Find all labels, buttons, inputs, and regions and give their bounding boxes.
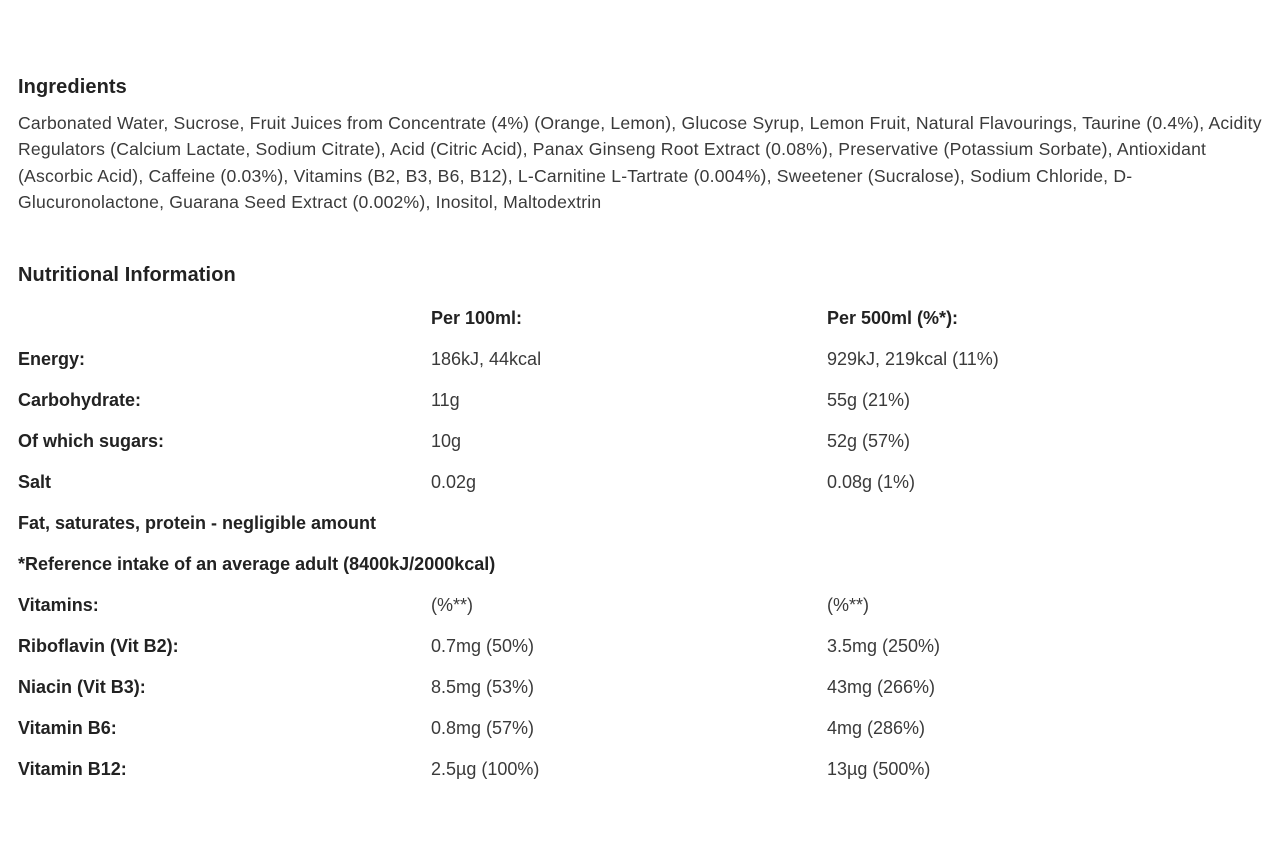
- per-500ml-value: 0.08g (1%): [827, 472, 916, 492]
- per-100ml-value: 0.8mg (57%): [431, 718, 535, 738]
- vitamins-per-100ml-unit: (%**): [431, 595, 474, 615]
- nutrition-row-salt: [18, 462, 1218, 503]
- per-500ml-value: 13µg (500%): [827, 759, 931, 779]
- per-500ml-value: 55g (21%): [827, 390, 911, 410]
- per-500ml-value: 929kJ, 219kcal (11%): [827, 349, 999, 369]
- per-100ml-value: 11g: [431, 390, 460, 410]
- per-100ml-value: 186kJ, 44kcal: [431, 349, 542, 369]
- vitamins-label: Vitamins:: [18, 595, 99, 615]
- header-label-cell: [18, 298, 431, 339]
- vitamin-row-b2: [18, 626, 1218, 667]
- vitamin-row-b3: [18, 667, 1218, 708]
- per-100ml-value: 0.02g: [431, 472, 477, 492]
- per-500ml-value: 43mg (266%): [827, 677, 936, 697]
- vitamins-header-row: [18, 585, 1218, 626]
- negligible-note: Fat, saturates, protein - negligible amount: [18, 513, 377, 533]
- nutrient-label: Energy:: [18, 349, 86, 369]
- vitamin-row-b6: [18, 708, 1218, 749]
- negligible-note-row: [18, 503, 1218, 544]
- per-100ml-value: 10g: [431, 431, 462, 451]
- nutrient-label: Carbohydrate:: [18, 390, 142, 410]
- nutrition-heading: Nutritional Information: [18, 264, 236, 286]
- nutrition-row-carbohydrate: [18, 380, 1218, 421]
- nutrition-header-row: [18, 298, 1218, 339]
- vitamin-row-b12: [18, 749, 1218, 790]
- per-500ml-header: Per 500ml (%*):: [827, 308, 959, 328]
- nutrient-label: Of which sugars:: [18, 431, 165, 451]
- reference-intake-note: *Reference intake of an average adult (8400kJ/2000kcal): [18, 554, 496, 574]
- vitamins-per-500ml-unit: (%**): [827, 595, 870, 615]
- vitamin-label: Niacin (Vit B3):: [18, 677, 146, 697]
- per-500ml-value: 3.5mg (250%): [827, 636, 941, 656]
- per-100ml-header: Per 100ml:: [431, 308, 523, 328]
- nutrition-row-sugars: [18, 421, 1218, 462]
- ingredients-list: Carbonated Water, Sucrose, Fruit Juices from Concentrate (4%) (Orange, Lemon), Glucose Syrup, Lemon Fruit, Natural Flavourings, Taurine (0.4%), Acidity Regulators (Calcium Lactate, Sodium Citrate), Acid (Citric Acid), Panax Ginseng Root Extract (0.08%), Preservative (Potassium Sorbate), Antioxidant (Ascorbic Acid), Caffeine (0.03%), Vitamins (B2, B3, B6, B12), L-Carnitine L-Tartrate (0.004%), Sweetener (Sucralose), Sodium Chloride, D-Glucuronolactone, Guarana Seed Extract (0.002%), Inositol, Maltodextrin: [18, 113, 1262, 212]
- nutrient-label: Salt: [18, 472, 52, 492]
- per-500ml-value: 52g (57%): [827, 431, 911, 451]
- nutrition-table: [18, 298, 1218, 790]
- reference-intake-note-row: [18, 544, 1218, 585]
- per-100ml-value: 0.7mg (50%): [431, 636, 535, 656]
- vitamin-label: Riboflavin (Vit B2):: [18, 636, 179, 656]
- per-100ml-value: 8.5mg (53%): [431, 677, 535, 697]
- per-500ml-value: 4mg (286%): [827, 718, 926, 738]
- nutrition-row-energy: [18, 339, 1218, 380]
- vitamin-label: Vitamin B6:: [18, 718, 117, 738]
- vitamin-label: Vitamin B12:: [18, 759, 127, 779]
- ingredients-heading: Ingredients: [18, 76, 127, 98]
- per-100ml-value: 2.5µg (100%): [431, 759, 540, 779]
